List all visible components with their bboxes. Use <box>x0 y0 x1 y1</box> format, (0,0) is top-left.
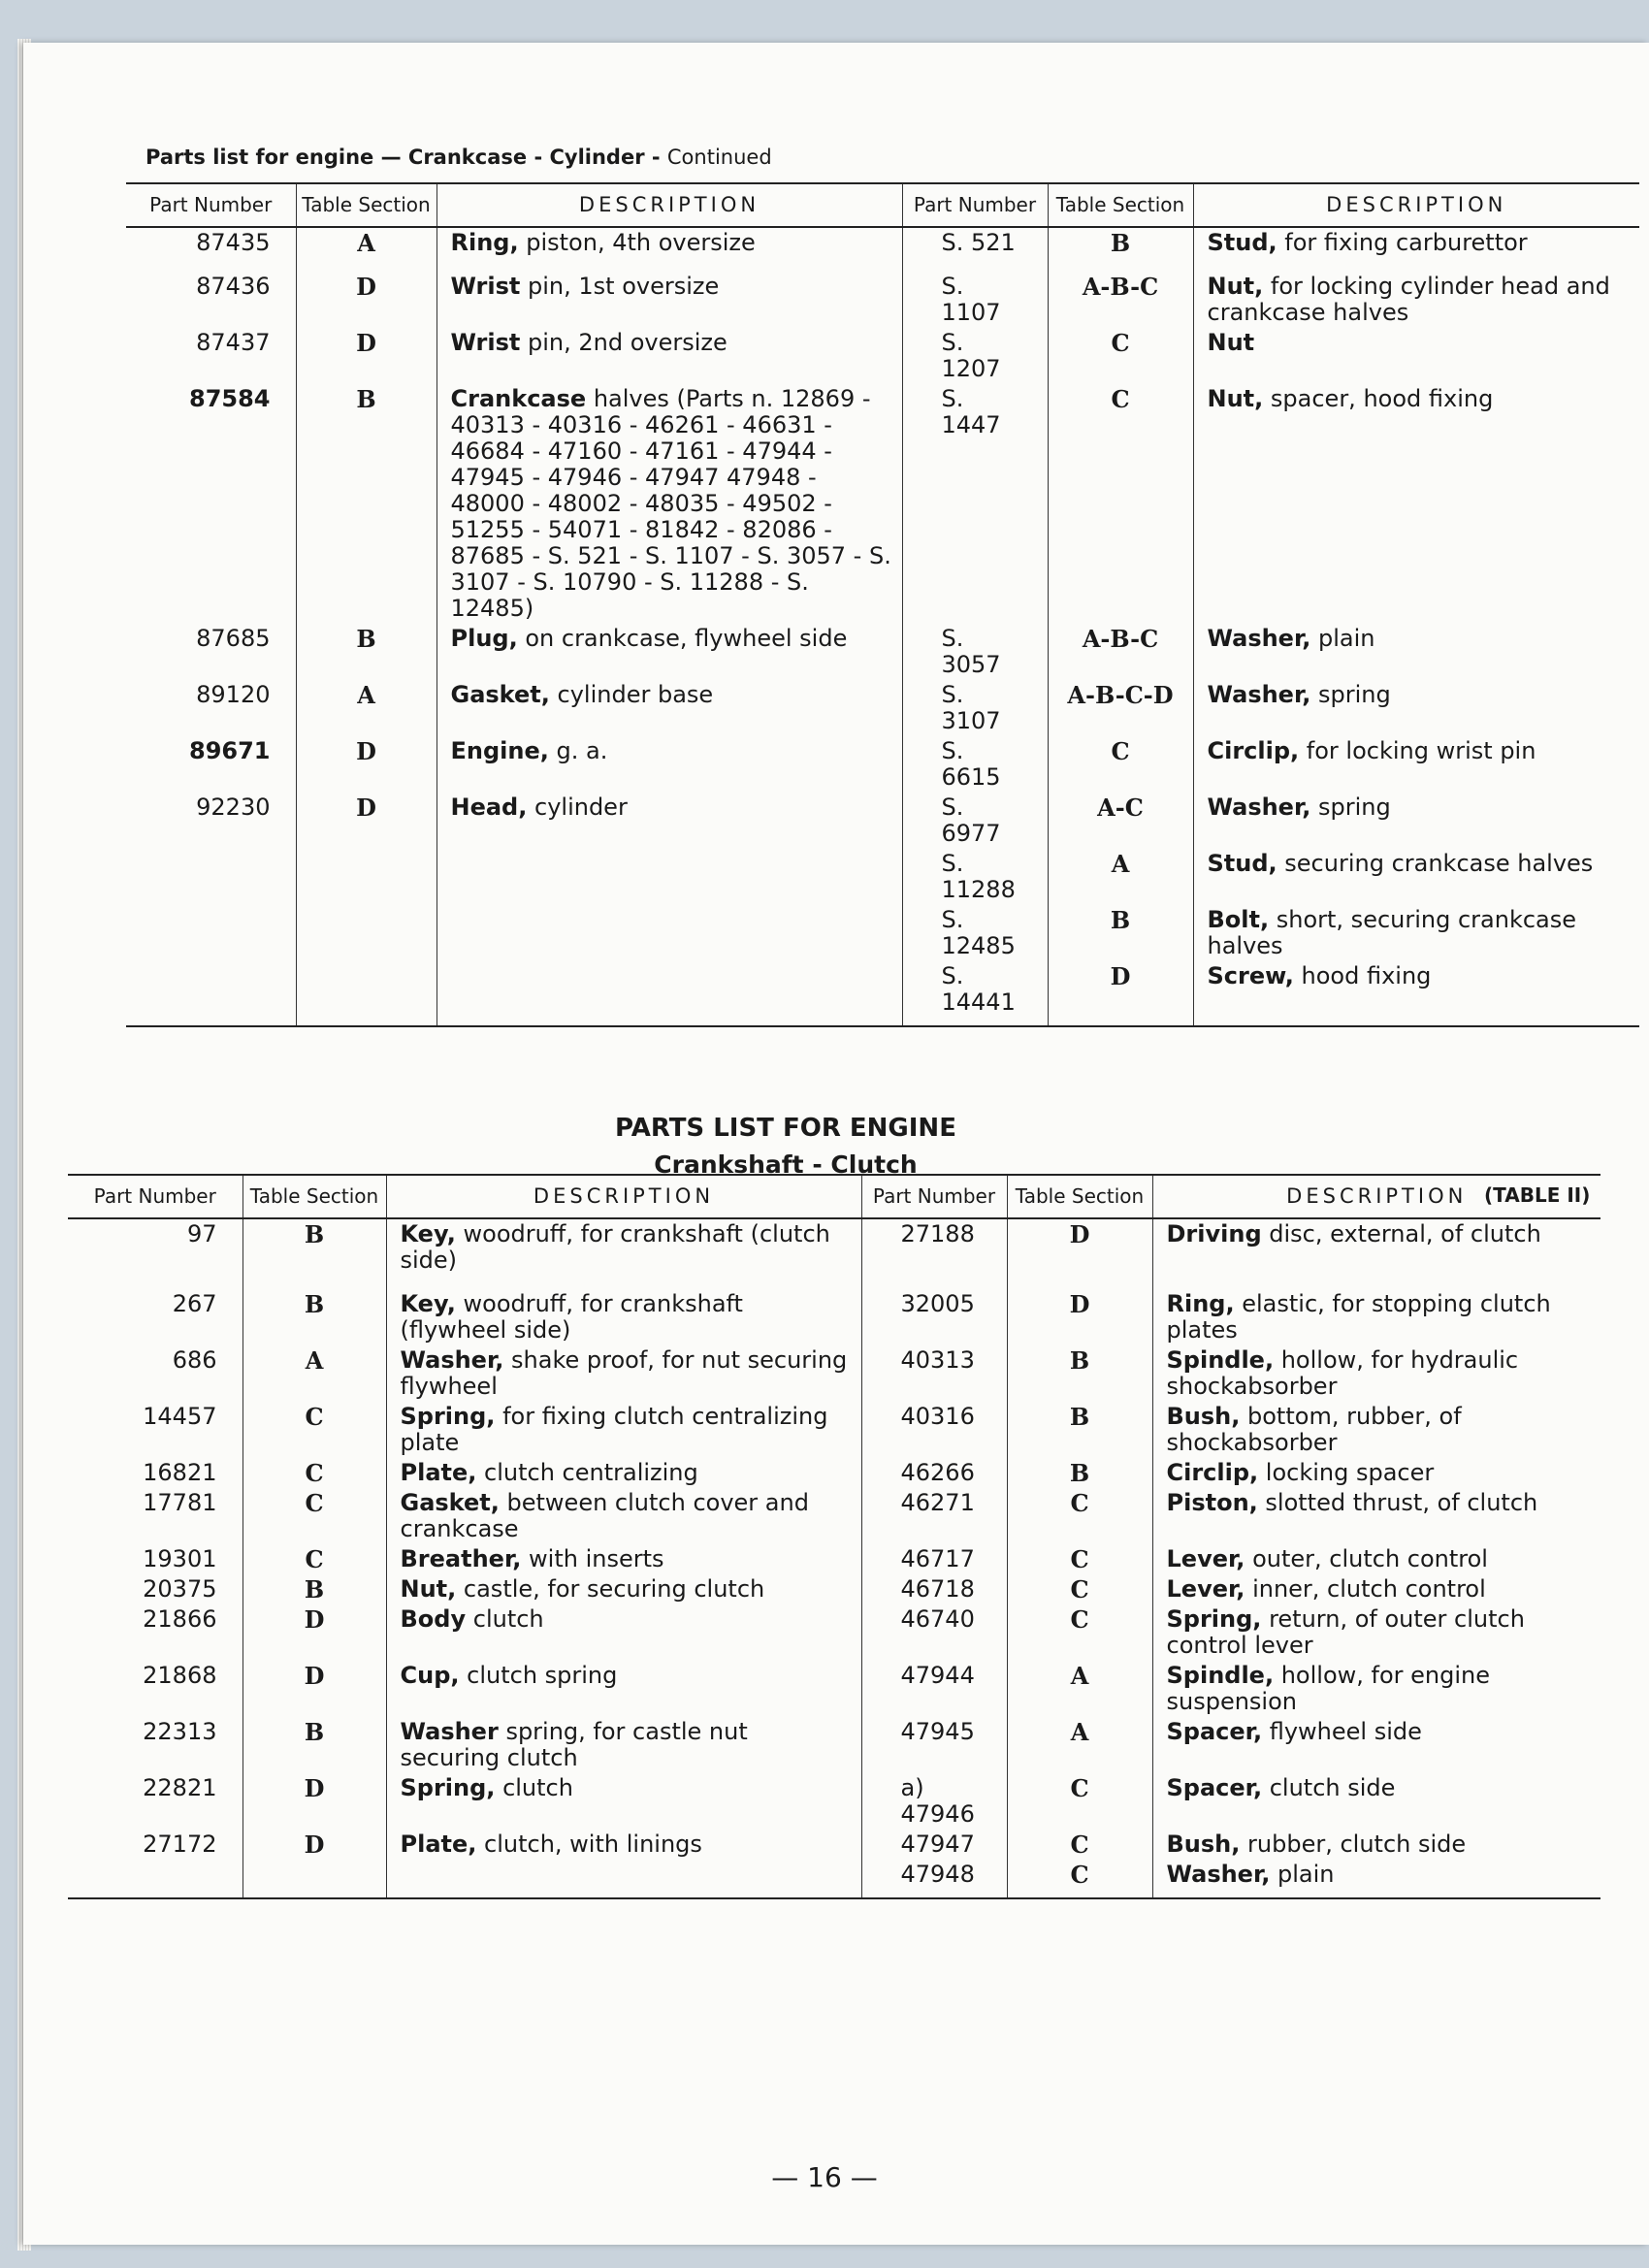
part-name: Key, <box>400 1220 456 1247</box>
part-number-cell: 87436 <box>196 273 271 300</box>
table-section-cell: C <box>1007 1488 1152 1544</box>
part-name: Plug, <box>450 625 518 652</box>
part-name: Wrist <box>450 329 521 356</box>
description-cell <box>386 1402 861 1458</box>
description-cell <box>1193 961 1639 1026</box>
part-description: securing crankcase halves <box>1284 850 1594 877</box>
part-name: Plate, <box>400 1831 477 1858</box>
part-number-cell: S. 6977 <box>902 793 1048 849</box>
part-name: Washer <box>400 1718 499 1745</box>
part-number-cell: 46718 <box>861 1574 1007 1604</box>
table-section-cell: B <box>242 1574 386 1604</box>
part-name: Screw, <box>1207 962 1294 989</box>
part-number-cell: S. 1207 <box>902 328 1048 384</box>
header-table-section: Table Section <box>296 183 436 227</box>
description-cell <box>436 680 902 736</box>
table-section-cell: B <box>1007 1458 1152 1488</box>
table-section-cell: D <box>242 1773 386 1830</box>
description-cell <box>386 1218 861 1276</box>
part-number-cell: 21868 <box>143 1662 217 1689</box>
part-description: plain <box>1277 1861 1335 1888</box>
header-description: DESCRIPTION <box>386 1175 861 1218</box>
table-section-cell <box>296 849 436 905</box>
part-number-cell: 87584 <box>189 385 271 412</box>
part-name: Spindle, <box>1166 1662 1275 1689</box>
table-section-cell: A-B-C-D <box>1048 680 1193 736</box>
caption-continued: Continued <box>666 146 772 169</box>
description-cell <box>1193 793 1639 849</box>
caption-main: Parts list for engine — Crankcase - Cylinder - <box>146 146 661 169</box>
description-cell <box>1152 1661 1600 1717</box>
table-row <box>126 905 1639 961</box>
table-row <box>68 1458 1600 1488</box>
parts-table-crankshaft-clutch <box>68 1174 1600 1899</box>
part-description: between clutch cover and crankcase <box>400 1489 809 1542</box>
header-description: DESCRIPTION <box>1193 183 1639 227</box>
description-cell <box>436 624 902 680</box>
part-number-cell <box>126 849 296 905</box>
part-number-cell: 47944 <box>861 1661 1007 1717</box>
part-number-cell: 40316 <box>861 1402 1007 1458</box>
part-name: Ring, <box>1166 1290 1235 1317</box>
part-number-cell: 20375 <box>143 1575 217 1603</box>
table-row <box>68 1488 1600 1544</box>
table-section-cell: D <box>1007 1218 1152 1276</box>
table-row <box>68 1345 1600 1402</box>
part-name: Bush, <box>1166 1403 1241 1430</box>
part-description: locking spacer <box>1265 1459 1435 1486</box>
part-name: Spindle, <box>1166 1346 1275 1374</box>
part-description: woodruff, for crankshaft (clutch side) <box>400 1220 830 1274</box>
description-cell <box>436 849 902 905</box>
table-section-cell: C <box>1007 1773 1152 1830</box>
part-name: Circlip, <box>1207 737 1300 764</box>
description-cell <box>386 1458 861 1488</box>
part-number-cell: S. 1107 <box>902 258 1048 328</box>
description-cell <box>386 1830 861 1860</box>
description-cell <box>386 1345 861 1402</box>
table-section-cell: C <box>1007 1604 1152 1661</box>
part-number-cell: S. 11288 <box>902 849 1048 905</box>
table-section-cell: C <box>1007 1544 1152 1574</box>
part-number-cell: 32005 <box>861 1276 1007 1345</box>
part-description: halves (Parts n. 12869 - 40313 - 40316 - 46261 - 46631 - 46684 - 47160 - 47161 - 47944 - 47945 - 47946 - 47947 47948 - 48000 - 48002 - 48035 - 49502 - 51255 - 54071 - 81842 - 82086 - 87685 - S. 521 - S. 1107 - S. 3057 - S. 3107 - S. 10790 - S. 11288 - S. 12485) <box>450 385 891 622</box>
table-tag: (TABLE II) <box>1484 1183 1591 1207</box>
description-cell <box>1152 1717 1600 1773</box>
section-subtitle: Crankshaft - Clutch <box>654 1150 918 1179</box>
part-number-cell <box>126 961 296 1026</box>
table-section-cell: D <box>1007 1276 1152 1345</box>
part-number-cell: 27172 <box>143 1831 217 1858</box>
description-cell <box>386 1574 861 1604</box>
part-name: Circlip, <box>1166 1459 1259 1486</box>
table-section-cell: C <box>1048 328 1193 384</box>
part-name: Key, <box>400 1290 456 1317</box>
table-row <box>126 793 1639 849</box>
part-number-cell: 87437 <box>196 329 271 356</box>
table-row <box>68 1276 1600 1345</box>
description-cell <box>1193 227 1639 258</box>
part-number-cell: 46740 <box>861 1604 1007 1661</box>
table-section-cell: D <box>296 328 436 384</box>
description-cell <box>1193 905 1639 961</box>
part-number-cell: 89120 <box>196 681 271 708</box>
table-row <box>68 1402 1600 1458</box>
table-section-cell: B <box>242 1717 386 1773</box>
table-section-cell: A-B-C <box>1048 258 1193 328</box>
header-part-number: Part Number <box>902 183 1048 227</box>
part-description: short, securing crankcase halves <box>1207 906 1577 959</box>
header-part-number: Part Number <box>861 1175 1007 1218</box>
part-number-cell: a) 47946 <box>861 1773 1007 1830</box>
part-name: Washer, <box>400 1346 504 1374</box>
part-name: Spring, <box>1166 1605 1262 1633</box>
part-name: Ring, <box>450 229 519 256</box>
header-table-section: Table Section <box>1048 183 1193 227</box>
part-description: elastic, for stopping clutch plates <box>1166 1290 1551 1344</box>
description-cell <box>1152 1402 1600 1458</box>
part-number-cell: 47948 <box>861 1860 1007 1898</box>
part-description: with inserts <box>529 1545 664 1572</box>
part-number-cell: S. 6615 <box>902 736 1048 793</box>
part-number-cell: 47945 <box>861 1717 1007 1773</box>
part-description: spring <box>1318 794 1391 821</box>
table-section-cell: D <box>242 1830 386 1860</box>
part-number-cell: 22821 <box>143 1774 217 1801</box>
description-cell <box>1193 384 1639 624</box>
part-description: inner, clutch control <box>1252 1575 1486 1603</box>
table-row <box>126 736 1639 793</box>
table-row <box>126 258 1639 328</box>
part-description: bottom, rubber, of shockabsorber <box>1166 1403 1462 1456</box>
part-name: Washer, <box>1207 794 1311 821</box>
part-number-cell: 22313 <box>143 1718 217 1745</box>
description-cell <box>386 1488 861 1544</box>
part-description: for fixing carburettor <box>1284 229 1528 256</box>
table-row <box>126 227 1639 258</box>
description-cell <box>436 961 902 1026</box>
part-description: rubber, clutch side <box>1247 1831 1467 1858</box>
part-name: Nut, <box>1207 273 1264 300</box>
part-name: Lever, <box>1166 1575 1245 1603</box>
table-row <box>68 1717 1600 1773</box>
header-table-section: Table Section <box>242 1175 386 1218</box>
table-section-cell <box>296 905 436 961</box>
table-section-cell: C <box>1007 1860 1152 1898</box>
table-section-cell: D <box>1048 961 1193 1026</box>
table-row <box>68 1661 1600 1717</box>
part-description: flywheel side <box>1269 1718 1422 1745</box>
description-cell <box>386 1276 861 1345</box>
part-name: Spring, <box>400 1403 496 1430</box>
part-description: hood fixing <box>1301 962 1432 989</box>
description-cell <box>1152 1773 1600 1830</box>
part-number-cell: 14457 <box>143 1403 217 1430</box>
table-caption <box>146 146 772 169</box>
table-row <box>68 1544 1600 1574</box>
part-number-cell: 16821 <box>143 1459 217 1486</box>
table-section-cell: C <box>1048 384 1193 624</box>
table-row <box>68 1218 1600 1276</box>
part-number-cell <box>68 1860 242 1898</box>
description-cell <box>386 1544 861 1574</box>
table-section-cell: B <box>296 624 436 680</box>
part-name: Crankcase <box>450 385 587 412</box>
description-cell <box>1193 736 1639 793</box>
part-description: slotted thrust, of clutch <box>1265 1489 1538 1516</box>
table-section-cell: D <box>296 258 436 328</box>
table-section-cell: A <box>1007 1661 1152 1717</box>
part-description: outer, clutch control <box>1252 1545 1488 1572</box>
description-cell <box>386 1604 861 1661</box>
table-section-cell: D <box>296 736 436 793</box>
description-cell <box>1193 258 1639 328</box>
table-section-cell: C <box>242 1544 386 1574</box>
description-cell <box>1152 1458 1600 1488</box>
table-row <box>68 1860 1600 1898</box>
description-cell <box>1152 1276 1600 1345</box>
description-cell <box>1193 328 1639 384</box>
table-section-cell: C <box>242 1458 386 1488</box>
part-description: hollow, for hydraulic shockabsorber <box>1166 1346 1519 1400</box>
description-cell <box>1152 1860 1600 1898</box>
part-description: disc, external, of clutch <box>1269 1220 1541 1247</box>
part-description: pin, 2nd oversize <box>528 329 728 356</box>
part-name: Head, <box>450 794 528 821</box>
part-description: cylinder base <box>557 681 714 708</box>
table-section-cell: A-C <box>1048 793 1193 849</box>
table-section-cell: D <box>242 1661 386 1717</box>
table-section-cell: B <box>296 384 436 624</box>
part-description: hollow, for engine suspension <box>1166 1662 1491 1715</box>
part-name: Breather, <box>400 1545 522 1572</box>
part-name: Driving <box>1166 1220 1262 1247</box>
header-table-section: Table Section <box>1007 1175 1152 1218</box>
description-cell <box>436 793 902 849</box>
header-description: DESCRIPTION <box>436 183 902 227</box>
part-description: return, of outer clutch control lever <box>1166 1605 1525 1659</box>
part-name: Stud, <box>1207 229 1277 256</box>
table-section-cell: C <box>242 1402 386 1458</box>
description-cell <box>1152 1345 1600 1402</box>
part-description: clutch centralizing <box>484 1459 698 1486</box>
description-cell <box>436 905 902 961</box>
table-row <box>68 1574 1600 1604</box>
part-name: Nut, <box>1207 385 1264 412</box>
part-name: Engine, <box>450 737 549 764</box>
part-number-cell: 17781 <box>143 1489 217 1516</box>
table-section-cell: C <box>242 1488 386 1544</box>
part-name: Stud, <box>1207 850 1277 877</box>
part-number-cell: 267 <box>172 1290 217 1317</box>
description-cell <box>1193 680 1639 736</box>
description-cell <box>1152 1488 1600 1544</box>
part-number-cell: 40313 <box>861 1345 1007 1402</box>
part-description: for fixing clutch centralizing plate <box>400 1403 828 1456</box>
part-number-cell: S. 12485 <box>902 905 1048 961</box>
description-cell <box>386 1773 861 1830</box>
part-description: clutch side <box>1269 1774 1396 1801</box>
part-description: shake proof, for nut securing flywheel <box>400 1346 848 1400</box>
table-row <box>126 961 1639 1026</box>
table-section-cell: A <box>296 227 436 258</box>
part-number-cell: 46717 <box>861 1544 1007 1574</box>
part-name: Nut, <box>400 1575 457 1603</box>
part-description: clutch <box>472 1605 544 1633</box>
description-cell <box>436 384 902 624</box>
header-description: DESCRIPTION <box>1152 1175 1600 1218</box>
table-section-cell <box>242 1860 386 1898</box>
table-section-cell: A <box>1048 849 1193 905</box>
description-cell <box>436 736 902 793</box>
table-section-cell: B <box>1048 905 1193 961</box>
description-cell <box>1152 1544 1600 1574</box>
table-section-cell: D <box>296 793 436 849</box>
part-number-cell: 19301 <box>143 1545 217 1572</box>
part-description: plain <box>1318 625 1375 652</box>
table-section-cell: C <box>1007 1830 1152 1860</box>
part-name: Body <box>400 1605 467 1633</box>
part-number-cell: S. 3057 <box>902 624 1048 680</box>
parts-table-crankcase <box>126 182 1639 1027</box>
table-row <box>68 1830 1600 1860</box>
part-description: cylinder <box>534 794 628 821</box>
part-description: on crankcase, flywheel side <box>525 625 848 652</box>
part-number-cell: 686 <box>172 1346 217 1374</box>
part-name: Spacer, <box>1166 1774 1263 1801</box>
part-description: for locking cylinder head and crankcase halves <box>1207 273 1610 326</box>
part-number-cell: S. 14441 <box>902 961 1048 1026</box>
part-name: Spacer, <box>1166 1718 1263 1745</box>
description-cell <box>1152 1604 1600 1661</box>
table-row <box>126 384 1639 624</box>
part-description: for locking wrist pin <box>1306 737 1536 764</box>
part-number-cell: 89671 <box>189 737 271 764</box>
header-part-number: Part Number <box>68 1175 242 1218</box>
part-name: Bolt, <box>1207 906 1270 933</box>
part-name: Washer, <box>1166 1861 1271 1888</box>
part-description: spacer, hood fixing <box>1270 385 1494 412</box>
part-number-cell: 92230 <box>196 794 271 821</box>
description-cell <box>386 1717 861 1773</box>
table-section-cell: A <box>296 680 436 736</box>
table-section-cell <box>296 961 436 1026</box>
part-description: clutch, with linings <box>484 1831 702 1858</box>
part-number-cell: S. 3107 <box>902 680 1048 736</box>
part-number-cell: S. 1447 <box>902 384 1048 624</box>
table-row <box>68 1773 1600 1830</box>
part-name: Lever, <box>1166 1545 1245 1572</box>
description-cell <box>1152 1218 1600 1276</box>
description-cell <box>436 328 902 384</box>
part-name: Spring, <box>400 1774 496 1801</box>
description-cell <box>386 1661 861 1717</box>
table-row <box>68 1604 1600 1661</box>
description-cell <box>436 227 902 258</box>
part-description: spring <box>1318 681 1391 708</box>
part-number-cell: 46266 <box>861 1458 1007 1488</box>
part-number-cell: 97 <box>186 1220 217 1247</box>
part-name: Cup, <box>400 1662 460 1689</box>
table-section-cell: D <box>242 1604 386 1661</box>
part-name: Wrist <box>450 273 521 300</box>
part-description: spring, for castle nut securing clutch <box>400 1718 748 1771</box>
part-name: Washer, <box>1207 681 1311 708</box>
part-name: Bush, <box>1166 1831 1241 1858</box>
table-section-cell: A <box>242 1345 386 1402</box>
part-name: Gasket, <box>400 1489 500 1516</box>
part-number-cell: S. 521 <box>902 227 1048 258</box>
table-section-cell: C <box>1007 1574 1152 1604</box>
table-section-cell: B <box>242 1276 386 1345</box>
part-description: g. a. <box>556 737 608 764</box>
part-name: Nut <box>1207 329 1255 356</box>
table-section-cell: B <box>242 1218 386 1276</box>
part-number-cell: 27188 <box>861 1218 1007 1276</box>
part-description: clutch spring <box>467 1662 618 1689</box>
description-cell <box>436 258 902 328</box>
part-number-cell: 47947 <box>861 1830 1007 1860</box>
table-section-cell: C <box>1048 736 1193 793</box>
table-section-cell: A-B-C <box>1048 624 1193 680</box>
part-number-cell: 46271 <box>861 1488 1007 1544</box>
description-cell <box>1152 1574 1600 1604</box>
part-name: Washer, <box>1207 625 1311 652</box>
part-number-cell: 87685 <box>196 625 271 652</box>
part-name: Plate, <box>400 1459 477 1486</box>
part-description: woodruff, for crankshaft (flywheel side) <box>400 1290 743 1344</box>
table-row <box>126 849 1639 905</box>
part-name: Gasket, <box>450 681 550 708</box>
page-number: — 16 — <box>771 2161 878 2193</box>
header-part-number: Part Number <box>126 183 296 227</box>
table-section-cell: B <box>1007 1402 1152 1458</box>
section-title: PARTS LIST FOR ENGINE <box>615 1114 956 1143</box>
description-cell <box>1193 624 1639 680</box>
table-row <box>126 680 1639 736</box>
description-cell <box>386 1860 861 1898</box>
description-cell <box>1193 849 1639 905</box>
part-name: Piston, <box>1166 1489 1258 1516</box>
table-section-cell: A <box>1007 1717 1152 1773</box>
description-cell <box>1152 1830 1600 1860</box>
part-description: clutch <box>502 1774 573 1801</box>
table-row <box>126 328 1639 384</box>
table-section-cell: B <box>1048 227 1193 258</box>
table-section-cell: B <box>1007 1345 1152 1402</box>
table-row <box>126 624 1639 680</box>
part-number-cell <box>126 905 296 961</box>
part-description: pin, 1st oversize <box>528 273 720 300</box>
part-number-cell: 21866 <box>143 1605 217 1633</box>
part-description: piston, 4th oversize <box>526 229 756 256</box>
part-description: castle, for securing clutch <box>463 1575 765 1603</box>
part-number-cell: 87435 <box>196 229 271 256</box>
